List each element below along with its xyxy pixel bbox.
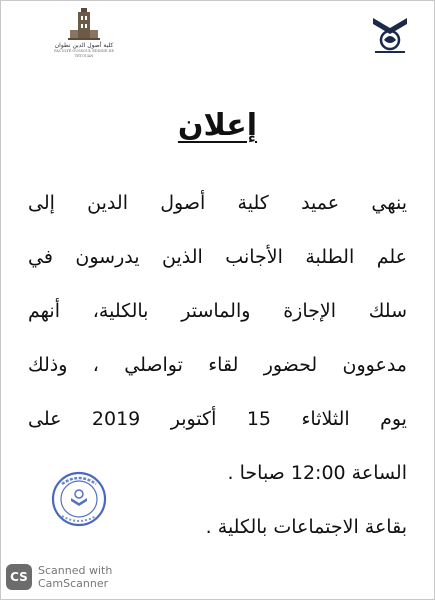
institution-name: كلية أصول الدين تطوان	[54, 42, 114, 49]
notice-line-3: سلك الإجازة والماستر بالكلية، أنهم	[28, 300, 407, 322]
official-stamp	[50, 470, 108, 528]
minaret-icon	[64, 6, 104, 42]
scanner-line-2: CamScanner	[38, 577, 109, 590]
notice-line-1: ينهي عميد كلية أصول الدين إلى	[28, 192, 407, 214]
institution-subtitle: FACULTÉ OUSSOUL EDDINE DE TÉTOUAN	[54, 49, 114, 58]
stamp-seal-icon	[50, 470, 108, 528]
university-emblem-icon	[367, 10, 413, 56]
faculty-logo	[48, 6, 120, 62]
notice-line-5: يوم الثلاثاء 15 أكتوبر 2019 على	[28, 408, 407, 430]
scanner-line-1: Scanned with	[38, 564, 113, 577]
notice-title: إعلان	[177, 108, 258, 143]
notice-line-2: علم الطلبة الأجانب الذين يدرسون في	[28, 246, 407, 268]
notice-line-4: مدعوون لحضور لقاء تواصلي ، وذلك	[28, 354, 407, 376]
notice-line-7: بقاعة الاجتماعات بالكلية .	[205, 516, 407, 538]
camscanner-icon: CS	[6, 564, 32, 590]
camscanner-text	[38, 564, 112, 590]
university-logo	[367, 10, 413, 56]
notice-line-6: الساعة 12:00 صباحا .	[227, 462, 407, 484]
